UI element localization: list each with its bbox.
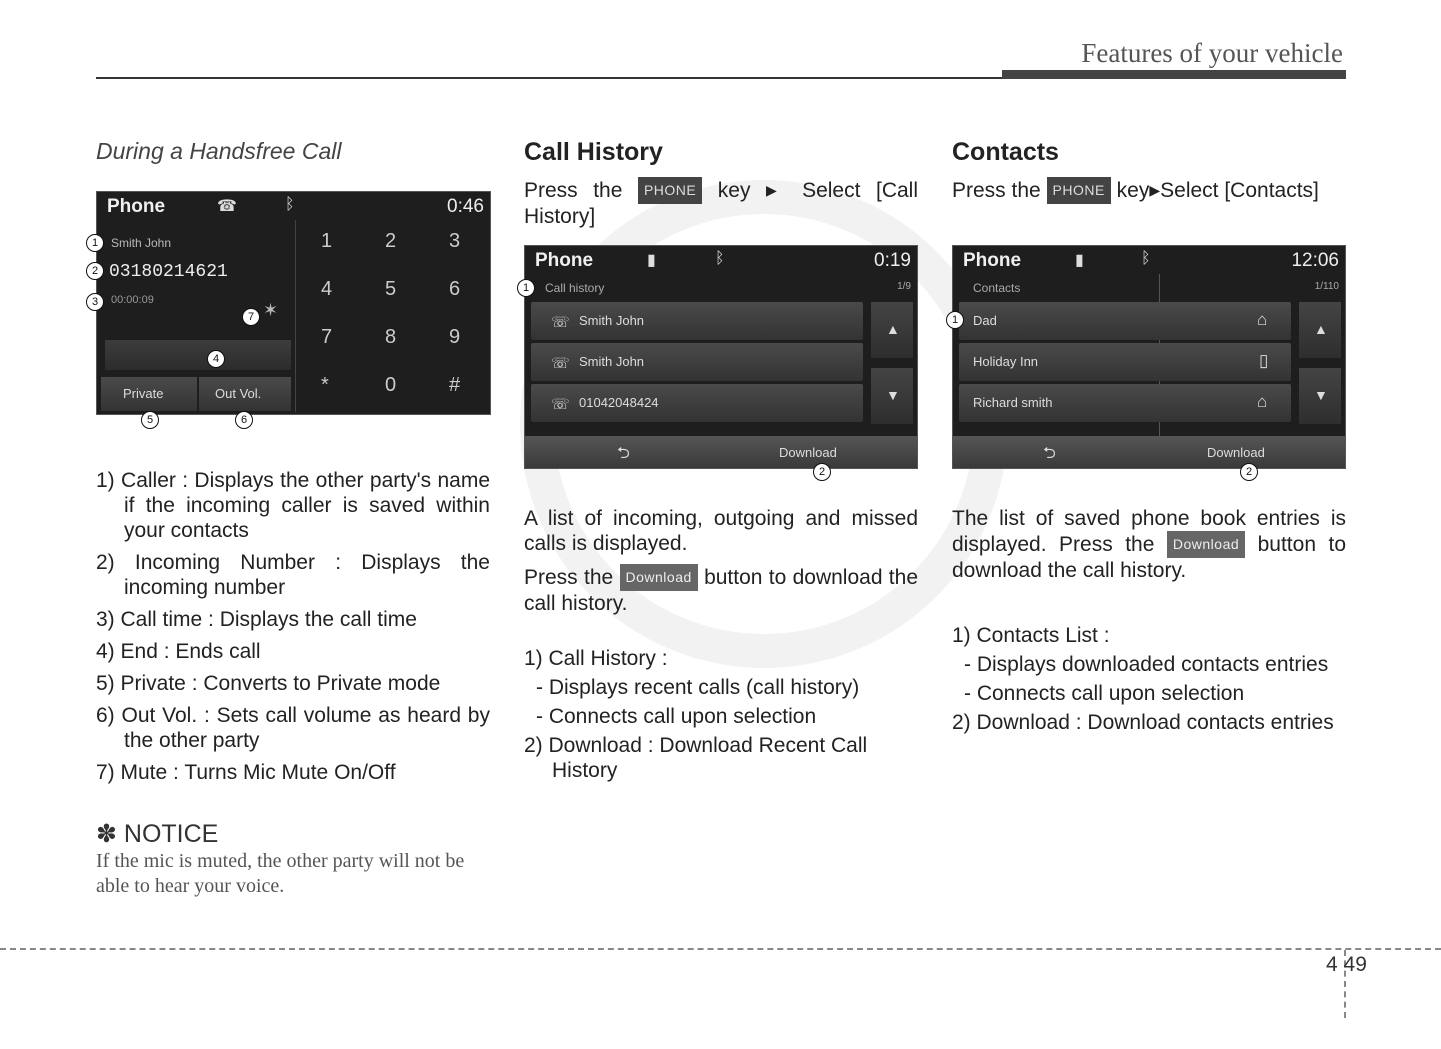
header-bar xyxy=(1002,70,1346,79)
keypad-divider xyxy=(295,220,296,412)
call-clock: 0:46 xyxy=(447,196,484,217)
home-icon: ⌂ xyxy=(1257,310,1268,329)
list-item: - Connects call upon selection xyxy=(964,682,1245,705)
keypad-key[interactable]: 2 xyxy=(385,230,397,252)
section-title: Features of your vehicle xyxy=(1081,38,1343,68)
call-history-screen xyxy=(524,245,918,469)
screen-title: Phone xyxy=(963,250,1022,271)
column-contacts xyxy=(952,138,1346,204)
screen-title: Phone xyxy=(535,250,594,271)
mute-icon[interactable]: ✶ xyxy=(263,300,279,320)
row-label: 01042048424 xyxy=(579,395,659,410)
row-label: Dad xyxy=(973,313,997,328)
phone-icon: ▮ xyxy=(647,252,656,269)
callout-1: 1 xyxy=(517,279,535,297)
keypad-key[interactable]: 1 xyxy=(321,230,333,252)
out-vol-button[interactable] xyxy=(199,377,291,411)
list-item: 7) Mute : Turns Mic Mute On/Off xyxy=(96,761,396,784)
screen-subtitle: Contacts xyxy=(973,281,1021,295)
arrow-up-icon: ▲ xyxy=(886,321,900,337)
scroll-up-button[interactable] xyxy=(1299,302,1341,358)
download-button[interactable]: Download xyxy=(779,445,837,460)
scroll-down-button[interactable] xyxy=(871,368,913,424)
callout-1: 1 xyxy=(86,234,104,252)
callout-1: 1 xyxy=(946,311,964,329)
callout-5: 5 xyxy=(141,411,159,429)
list-item: 3) Call time : Displays the call time xyxy=(96,608,417,631)
instr-text: key xyxy=(702,179,767,202)
footer-rule xyxy=(0,948,1441,950)
contacts-text xyxy=(952,506,1346,739)
list-item: - Connects call upon selection xyxy=(536,705,817,728)
para-text: Press the xyxy=(524,566,620,589)
callout-7: 7 xyxy=(242,308,260,326)
home-icon: ⌂ xyxy=(1257,392,1268,411)
paragraph xyxy=(524,564,918,616)
bluetooth-icon: ᛒ xyxy=(715,250,725,267)
download-key: Download xyxy=(620,564,698,591)
list-item: 2) Download : Download contacts entries xyxy=(952,711,1334,734)
item-list xyxy=(952,623,1346,735)
list-item: 6) Out Vol. : Sets call volume as heard by the other party xyxy=(96,704,490,752)
subheading: During a Handsfree Call xyxy=(96,138,342,164)
instr-text: Press the xyxy=(524,179,638,202)
call-duration: 00:00:09 xyxy=(111,294,154,306)
column-handsfree xyxy=(96,138,490,165)
screen-clock: 0:19 xyxy=(874,250,911,271)
mobile-icon: ▯ xyxy=(1259,351,1269,370)
keypad-key[interactable]: # xyxy=(449,374,461,396)
call-icon: ☏ xyxy=(551,314,570,331)
out-vol-label: Out Vol. xyxy=(215,386,262,401)
instr-text: key xyxy=(1110,179,1150,202)
column-call-history xyxy=(524,138,918,229)
instr-text: Select [Contacts] xyxy=(1160,179,1319,202)
scroll-up-button[interactable] xyxy=(871,302,913,358)
paragraph: A list of incoming, outgoing and missed calls is displayed. xyxy=(524,507,918,555)
end-button[interactable] xyxy=(105,340,291,370)
para-text: The list of saved phone book entries is displayed. Press the xyxy=(952,507,1346,556)
row-label: Holiday Inn xyxy=(973,354,1039,369)
list-item[interactable] xyxy=(959,302,1291,340)
call-history-text xyxy=(524,506,918,787)
para-text: button to download the call history. xyxy=(952,533,1346,582)
keypad-key[interactable]: 5 xyxy=(385,278,397,300)
row-label: Smith John xyxy=(579,313,645,328)
section-heading: Contacts xyxy=(952,138,1059,166)
scroll-down-button[interactable] xyxy=(1299,368,1341,424)
list-item: 1) Call History : xyxy=(524,647,668,670)
instructions xyxy=(952,177,1346,204)
arrow-down-icon: ▼ xyxy=(886,387,900,403)
row-label: Smith John xyxy=(579,354,645,369)
callout-3: 3 xyxy=(86,293,104,311)
arrow-right-icon: ▶ xyxy=(1149,182,1161,198)
bottom-bar xyxy=(953,436,1345,468)
list-item[interactable] xyxy=(531,343,863,381)
download-key: Download xyxy=(1167,531,1245,558)
handsfree-screen xyxy=(96,191,491,415)
page-indicator: 1/110 xyxy=(1314,281,1339,292)
keypad-key[interactable]: * xyxy=(321,374,329,396)
bluetooth-icon: ᛒ xyxy=(285,196,295,213)
notice-text: If the mic is muted, the other party will not be able to hear your voice. xyxy=(96,850,465,897)
callout-6: 6 xyxy=(235,411,253,429)
list-item[interactable] xyxy=(959,343,1291,381)
list-item: - Displays recent calls (call history) xyxy=(536,676,860,699)
call-icon: ☎ xyxy=(217,198,237,215)
para-text: button to download the call history. xyxy=(524,566,918,615)
caller-number: 03180214621 xyxy=(109,262,228,282)
arrow-up-icon: ▲ xyxy=(1314,321,1328,337)
phone-key: PHONE xyxy=(638,177,702,204)
instr-text: Select [Call History] xyxy=(524,179,918,228)
list-item: 5) Private : Converts to Private mode xyxy=(96,672,441,695)
list-item: 2) Download : Download Recent Call History xyxy=(524,734,868,782)
screen-clock: 12:06 xyxy=(1291,250,1339,271)
list-item[interactable] xyxy=(531,384,863,422)
instructions xyxy=(524,177,918,229)
keypad-key[interactable]: 3 xyxy=(449,230,461,252)
section-heading: Call History xyxy=(524,138,663,166)
page-indicator: 1/9 xyxy=(897,281,911,292)
callout-4: 4 xyxy=(207,350,225,368)
paragraph xyxy=(952,506,1346,583)
contacts-screen xyxy=(952,245,1346,469)
phone-icon: ▮ xyxy=(1075,252,1084,269)
callout-2: 2 xyxy=(86,262,104,280)
list-item: 2) Incoming Number : Displays the incoming number xyxy=(96,551,490,599)
call-icon: ☏ xyxy=(551,355,570,372)
list-item: 1) Caller : Displays the other party's name if the incoming caller is saved within your contacts xyxy=(96,469,490,542)
instr-text: Press the xyxy=(952,179,1047,202)
back-icon[interactable]: ⮌ xyxy=(617,445,630,462)
notice-title: ✽ NOTICE xyxy=(96,820,219,848)
list-item: 1) Contacts List : xyxy=(952,624,1110,647)
keypad-key[interactable]: 4 xyxy=(321,278,333,300)
download-button[interactable]: Download xyxy=(1207,445,1265,460)
callout-2: 2 xyxy=(1240,463,1258,481)
private-button[interactable] xyxy=(101,377,197,411)
back-icon[interactable]: ⮌ xyxy=(1043,445,1056,462)
arrow-right-icon: ▶ xyxy=(766,182,787,198)
phone-key: PHONE xyxy=(1047,177,1111,204)
bottom-bar xyxy=(525,436,917,468)
keypad-key[interactable]: 6 xyxy=(449,278,461,300)
caller-name: Smith John xyxy=(111,236,172,250)
keypad-key[interactable]: 7 xyxy=(321,326,333,348)
list-item: - Displays downloaded contacts entries xyxy=(964,653,1329,676)
list-item[interactable] xyxy=(531,302,863,340)
bluetooth-icon: ᛒ xyxy=(1141,250,1151,267)
keypad-key[interactable]: 9 xyxy=(449,326,461,348)
callout-2: 2 xyxy=(813,463,831,481)
list-item[interactable] xyxy=(959,384,1291,422)
page-number: 4 49 xyxy=(1326,953,1367,976)
row-label: Richard smith xyxy=(973,395,1053,410)
screen-title: Phone xyxy=(107,196,166,217)
handsfree-items xyxy=(96,468,490,899)
list-item: 4) End : Ends call xyxy=(96,640,261,663)
keypad-key[interactable]: 8 xyxy=(385,326,397,348)
item-list xyxy=(524,646,918,783)
arrow-down-icon: ▼ xyxy=(1314,387,1328,403)
call-icon: ☏ xyxy=(551,396,570,413)
screen-subtitle: Call history xyxy=(545,281,605,295)
private-label: Private xyxy=(123,386,164,401)
keypad-key[interactable]: 0 xyxy=(385,374,397,396)
